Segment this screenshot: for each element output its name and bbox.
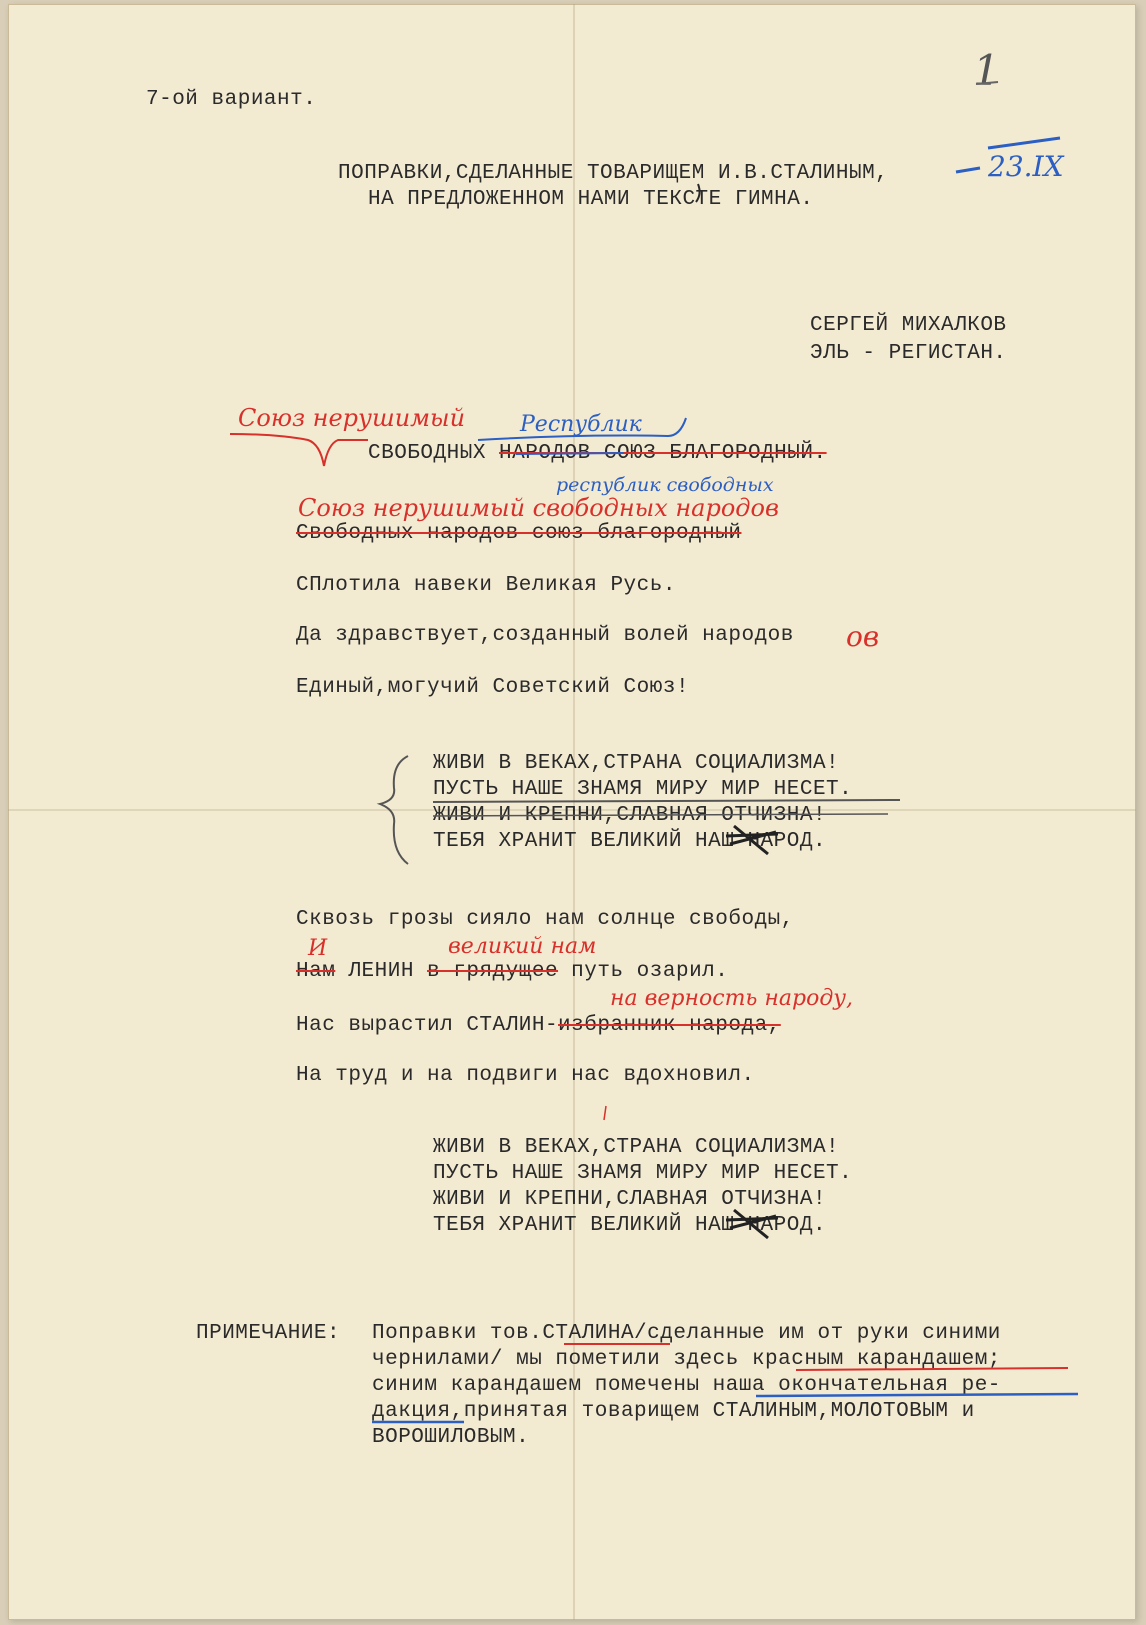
verse1-line2: СПлотила навеки Великая Русь. [296, 574, 676, 597]
page-number-stroke [976, 82, 998, 84]
note-underline-nasha [756, 1394, 1078, 1396]
verse2-red-vernost: на верность народу, [610, 986, 854, 1011]
first-line-struck: НАРОДОВ СОЮЗ БЛАГОРОДНЫЙ. [499, 442, 827, 465]
note-label: ПРИМЕЧАНИЕ: [196, 1322, 341, 1345]
page-number: 1 [973, 46, 1000, 95]
chorus1-line3: ЖИВИ И КРЕПНИ,СЛАВНАЯ ОТЧИЗНА! [433, 804, 827, 827]
heading-correction-mark [696, 184, 700, 202]
author-1: СЕРГЕЙ МИХАЛКОВ [810, 314, 1007, 337]
verse1-line1-struck: Свободных народов союз благородный [296, 522, 742, 545]
red-brace [230, 434, 368, 466]
heading-line-1: ПОПРАВКИ,СДЕЛАННЫЕ ТОВАРИЩЕМ И.В.СТАЛИНЫМ, [338, 162, 889, 185]
note-line-4: дакция,принятая товарищем СТАЛИНЫМ,МОЛОТОВЫМ и [372, 1400, 975, 1423]
red-correction-verse1: Союз нерушимый свободных народов [298, 494, 779, 522]
date-note: 23.IX [988, 150, 1064, 183]
verse2-line2-struck-c: в грядущее [427, 960, 559, 983]
verse2-line3-prefix: Нас вырастил СТАЛИН- [296, 1014, 559, 1037]
verse2-line3-struck: избранник народа, [558, 1014, 781, 1037]
note-line-5: ВОРОШИЛОВЫМ. [372, 1426, 530, 1449]
red-note-soyuz: Союз нерушимый [238, 404, 466, 432]
document-page [8, 4, 1136, 1620]
chorus1-line4: ТЕБЯ ХРАНИТ ВЕЛИКИЙ НАШ НАРОД. [433, 830, 827, 853]
red-tick [604, 1106, 606, 1120]
chorus-line2-underline [433, 800, 900, 802]
note-underline-krasnym [796, 1368, 1068, 1370]
chorus-brace [380, 756, 408, 864]
variant-label: 7-ой вариант. [146, 88, 317, 111]
verse2-line2-rest: путь озарил. [558, 960, 729, 983]
verse1-line3: Да здравствует,созданный волей народов [296, 624, 794, 647]
verse2-line2-struck-a: Нам [296, 960, 336, 983]
verse2-line1: Сквозь грозы сияло нам солнце свободы, [296, 908, 794, 931]
first-line-prefix: СВОБОДНЫХ [368, 442, 500, 465]
verse2-line4: На труд и на подвиги нас вдохновил. [296, 1064, 755, 1087]
verse2-red-i: И [308, 936, 328, 961]
chorus2-line4: ТЕБЯ ХРАНИТ ВЕЛИКИЙ НАШ НАРОД. [433, 1214, 827, 1237]
blue-note-respublik: Республик [520, 412, 642, 437]
heading-line-2: НА ПРЕДЛОЖЕННОМ НАМИ ТЕКСТЕ ГИМНА. [368, 188, 814, 211]
date-underline [988, 138, 1060, 148]
author-2: ЭЛЬ - РЕГИСТАН. [810, 342, 1007, 365]
nash-scribble-1 [726, 826, 778, 854]
blue-strike-narodov [516, 453, 624, 454]
chorus1-line1: ЖИВИ В ВЕКАХ,СТРАНА СОЦИАЛИЗМА! [433, 752, 840, 775]
blue-correction-verse1: республик свободных [556, 474, 774, 496]
note-line-3: синим карандашем помечены наша окончательная ре- [372, 1374, 1001, 1397]
note-line-2: чернилами/ мы пометили здесь красным карандашем; [372, 1348, 1001, 1371]
verse1-line4: Единый,могучий Советский Союз! [296, 676, 690, 699]
hand-marks-layer [8, 4, 1136, 1620]
date-dash [956, 168, 980, 172]
chorus1-line2: ПУСТЬ НАШЕ ЗНАМЯ МИРУ МИР НЕСЕТ. [433, 778, 853, 801]
chorus2-line3: ЖИВИ И КРЕПНИ,СЛАВНАЯ ОТЧИЗНА! [433, 1188, 827, 1211]
blue-bracket [478, 418, 686, 440]
chorus2-line2: ПУСТЬ НАШЕ ЗНАМЯ МИРУ МИР НЕСЕТ. [433, 1162, 853, 1185]
chorus-line3-strike [433, 814, 888, 816]
nash-scribble-2 [726, 1210, 778, 1238]
chorus2-line1: ЖИВИ В ВЕКАХ,СТРАНА СОЦИАЛИЗМА! [433, 1136, 840, 1159]
note-line-1: Поправки тов.СТАЛИНА/сделанные им от руки синими [372, 1322, 1001, 1345]
verse1-line3-red-suffix: ов [846, 620, 880, 653]
verse2-line2-lenin: ЛЕНИН [335, 960, 428, 983]
verse2-red-velikiy: великий нам [448, 934, 597, 959]
